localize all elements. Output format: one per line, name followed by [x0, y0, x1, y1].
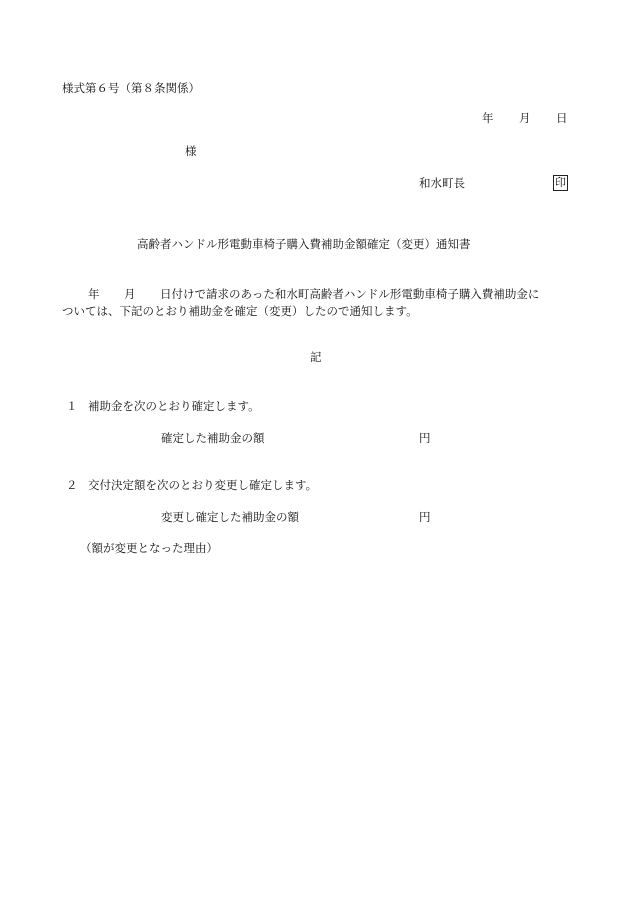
- issuer-name: 和水町長: [419, 176, 465, 190]
- date-month-label: 月: [519, 111, 531, 125]
- item-2-amount-label: 変更し確定した補助金の額: [161, 510, 299, 524]
- item-2-number: ２: [66, 478, 78, 492]
- item-1-unit: 円: [419, 431, 431, 445]
- item-2-text: 交付決定額を次のとおり変更し確定します。: [88, 478, 318, 492]
- form-number: 様式第６号（第８条関係）: [62, 81, 200, 95]
- body-date-month: 月: [124, 287, 136, 301]
- date-year-label: 年: [482, 111, 494, 125]
- body-line2: ついては、下記のとおり補助金を確定（変更）したので通知します。: [62, 304, 418, 318]
- date-day-label: 日: [556, 111, 568, 125]
- seal-mark: [553, 174, 568, 191]
- ki-heading: 記: [310, 350, 322, 364]
- item-1-number: １: [66, 399, 78, 413]
- body-line1: 日付けで請求のあった和水町高齢者ハンドル形電動車椅子購入費補助金に: [160, 287, 540, 301]
- item-2-unit: 円: [419, 510, 431, 524]
- seal-box: 印: [555, 176, 566, 189]
- body-date-year: 年: [88, 287, 100, 301]
- page-title: 高齢者ハンドル形電動車椅子購入費補助金額確定（変更）通知書: [137, 237, 471, 251]
- item-1-text: 補助金を次のとおり確定します。: [88, 399, 260, 413]
- addressee-suffix: 様: [185, 144, 197, 158]
- item-1-amount-label: 確定した補助金の額: [161, 431, 265, 445]
- reason-label: （額が変更となった理由）: [80, 541, 218, 555]
